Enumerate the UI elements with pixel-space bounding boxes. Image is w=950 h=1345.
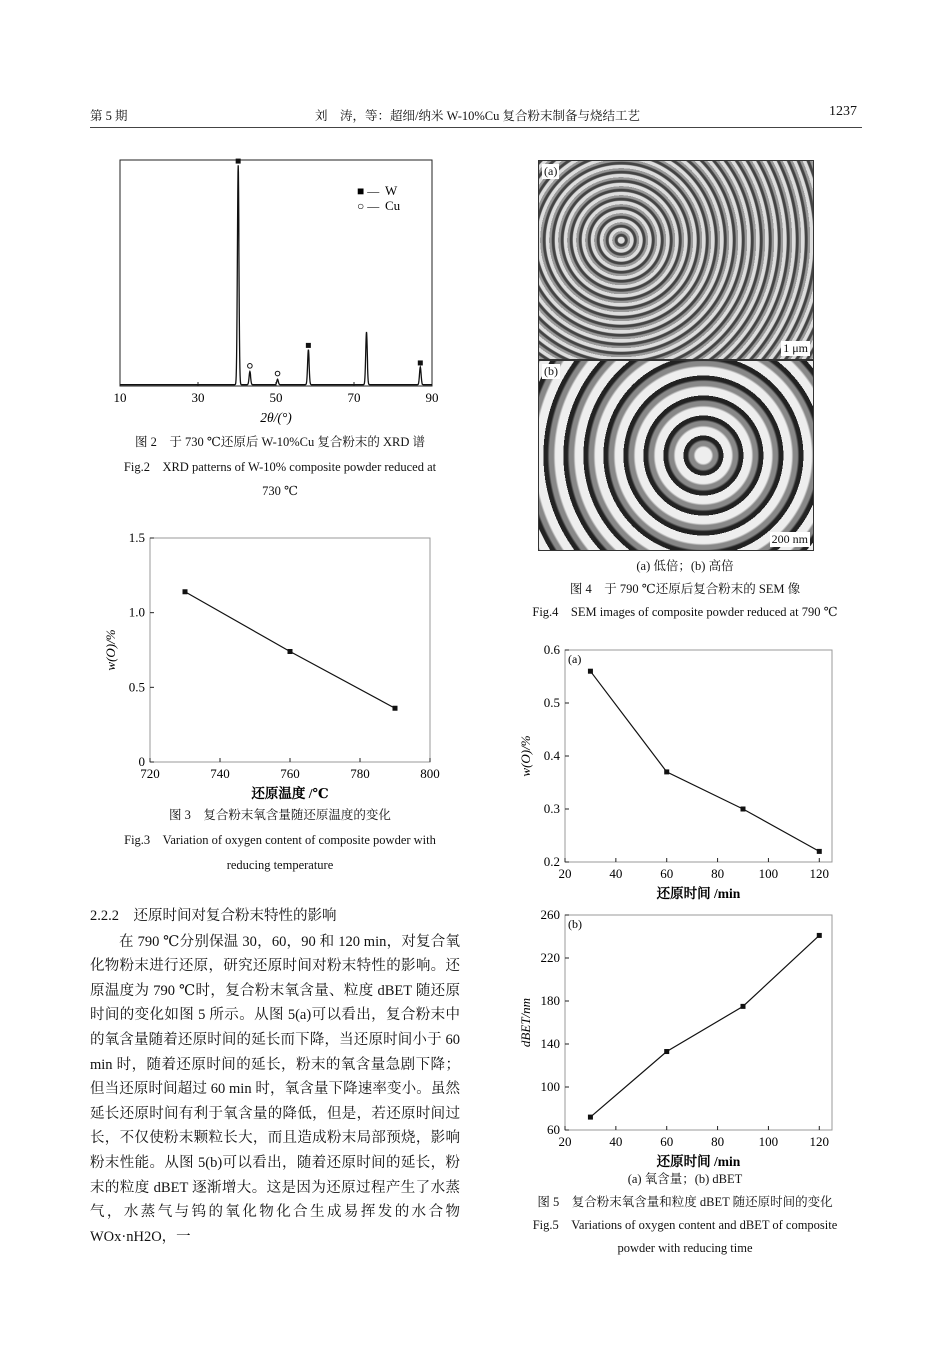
legend-symbol: ■ — [357, 184, 380, 198]
x-tick-label: 50 [269, 390, 283, 405]
x-tick-label: 780 [350, 766, 370, 781]
fig4-caption-cn: 图 4 于 790 ℃还原后复合粉末的 SEM 像 [569, 582, 801, 596]
y-tick-label: 0 [138, 754, 145, 769]
y-axis-label: w(O)/% [103, 629, 118, 671]
x-tick-label: 30 [191, 390, 205, 405]
w-peak-marker [306, 343, 311, 348]
y-tick-label: 180 [540, 993, 560, 1008]
x-tick-label: 100 [758, 866, 779, 881]
page-number: 1237 [829, 104, 857, 119]
sem-image-high-mag [538, 360, 814, 551]
fig2-caption-en: Fig.2 XRD patterns of W-10% composite powder reduced at [123, 460, 437, 474]
fig3-caption-en: Fig.3 Variation of oxygen content of composite powder with [124, 833, 436, 847]
x-tick-label: 20 [558, 1134, 572, 1149]
panel-label: (a) [568, 652, 582, 666]
section-heading: 2.2.2 还原时间对复合粉末特性的影响 [90, 908, 337, 924]
plot-frame [565, 650, 832, 862]
fig5-caption-en: Fig.5 Variations of oxygen content and dBET of composite [532, 1218, 838, 1232]
y-tick-label: 260 [540, 907, 560, 922]
x-axis-label: 还原温度 /℃ [251, 786, 329, 801]
x-tick-label: 120 [809, 1134, 830, 1149]
issue-number: 第 5 期 [90, 109, 128, 123]
data-point [183, 589, 188, 594]
x-tick-label: 740 [210, 766, 230, 781]
fig4-caption-en: Fig.4 SEM images of composite powder reduced at 790 ℃ [532, 605, 838, 619]
data-point [393, 706, 398, 711]
data-point [288, 649, 293, 654]
fig5-caption-en-2: powder with reducing time [617, 1241, 753, 1255]
oxygen-vs-time-chart [505, 640, 865, 905]
data-point [741, 807, 746, 812]
series-line [590, 935, 819, 1117]
body-paragraph: 在 790 ℃分别保温 30，60，90 和 120 min，对复合氧化物粉末进行还原，研究还原时间对粉末特性的影响。还原温度为 790 ℃时，复合粉末氧含量、粒度 dBET 随还原时间的变化如图 5 所示。从图 5(a)可以看出，复合粉末中的氧含量随着还原时间的延长而下降，当还原时间小于 60 min 时，随着还原时间的延长，粉末的氧含量急剧下降；但当还原时间超过 60 min 时，氧含量下降速率变小。虽然延长还原时间有利于氧含量的降低，但是，若还原时间过长，不仅使粉末颗粒长大，而且造成粉末局部预烧，影响粉末性能。从图 5(b)可以看出，随着还原时间的延长，粉末的粒度 dBET 逐渐增大。这是因为还原过程产生了水蒸气，水蒸气与钨的氧化物化合生成易挥发的水合物 WOx·nH2O，一 [90, 933, 460, 1245]
data-point [588, 669, 593, 674]
y-tick-label: 0.5 [543, 695, 560, 710]
panel-label: (b) [544, 364, 558, 378]
x-tick-label: 760 [280, 766, 300, 781]
header-rule [90, 127, 862, 128]
y-tick-label: 220 [540, 950, 560, 965]
x-tick-label: 60 [660, 1134, 674, 1149]
fig5-subcaption: (a) 氧含量；(b) dBET [627, 1172, 743, 1186]
data-point [664, 769, 669, 774]
cu-peak-marker [248, 364, 253, 369]
x-tick-label: 60 [660, 866, 674, 881]
y-tick-label: 1.0 [128, 604, 145, 620]
scale-bar: 1 μm [783, 341, 808, 355]
data-point [588, 1115, 593, 1120]
panel-label: (a) [544, 164, 558, 178]
dbet-vs-time-chart [505, 905, 865, 1170]
y-tick-label: 100 [540, 1079, 560, 1094]
fig4-subcaption: (a) 低倍；(b) 高倍 [636, 559, 734, 573]
y-tick-label: 0.4 [543, 748, 560, 763]
data-point [741, 1004, 746, 1009]
oxygen-vs-temperature-chart [90, 525, 470, 805]
cu-peak-marker [275, 371, 280, 376]
fig3-caption-cn: 图 3 复合粉末氧含量随还原温度的变化 [169, 808, 391, 822]
w-peak-marker [236, 159, 241, 164]
data-point [817, 849, 822, 854]
section-2-2-2 [90, 904, 460, 1249]
x-axis-label: 2θ/(°) [260, 410, 292, 425]
panel-label: (b) [568, 917, 582, 931]
y-tick-label: 140 [540, 1036, 560, 1051]
x-tick-label: 40 [609, 1134, 623, 1149]
y-tick-label: 0.6 [543, 642, 560, 657]
plot-frame [565, 915, 832, 1130]
y-tick-label: 60 [547, 1122, 560, 1137]
x-tick-label: 20 [558, 866, 572, 881]
scale-bar: 200 nm [771, 532, 808, 546]
x-tick-label: 10 [113, 390, 127, 405]
y-axis-label: dBET/nm [518, 997, 533, 1048]
w-peak-marker [418, 360, 423, 365]
x-tick-label: 800 [420, 766, 440, 781]
data-point [817, 933, 822, 938]
x-tick-label: 80 [711, 866, 725, 881]
x-axis-label: 还原时间 /min [656, 1154, 741, 1169]
fig2-caption-cn: 图 2 于 730 ℃还原后 W-10%Cu 复合粉末的 XRD 谱 [134, 435, 426, 449]
y-tick-label: 0.3 [543, 801, 560, 816]
legend-symbol: ○ — [357, 199, 380, 213]
sem-image-low-mag [538, 160, 814, 360]
series-line [590, 671, 819, 851]
x-tick-label: 40 [609, 866, 623, 881]
legend-label: W [385, 183, 398, 198]
x-tick-label: 90 [425, 390, 439, 405]
fig2-caption-en-2: 730 ℃ [262, 484, 298, 498]
legend-label: Cu [385, 198, 401, 213]
y-axis-label: w(O)/% [518, 735, 533, 777]
x-axis-label: 还原时间 /min [656, 886, 741, 901]
fig5-caption-cn: 图 5 复合粉末氧含量和粒度 dBET 随还原时间的变化 [537, 1195, 833, 1209]
xrd-chart [90, 150, 470, 440]
fig3-caption-en-2: reducing temperature [226, 858, 334, 872]
data-point [664, 1049, 669, 1054]
x-tick-label: 720 [140, 766, 160, 781]
y-tick-label: 1.5 [128, 530, 145, 545]
x-tick-label: 100 [758, 1134, 779, 1149]
x-tick-label: 80 [711, 1134, 725, 1149]
running-title: 刘 涛，等：超细/纳米 W-10%Cu 复合粉末制备与烧结工艺 [315, 109, 640, 123]
y-tick-label: 0.2 [543, 854, 560, 869]
x-tick-label: 120 [809, 866, 830, 881]
x-tick-label: 70 [347, 390, 361, 405]
y-tick-label: 0.5 [128, 679, 145, 695]
